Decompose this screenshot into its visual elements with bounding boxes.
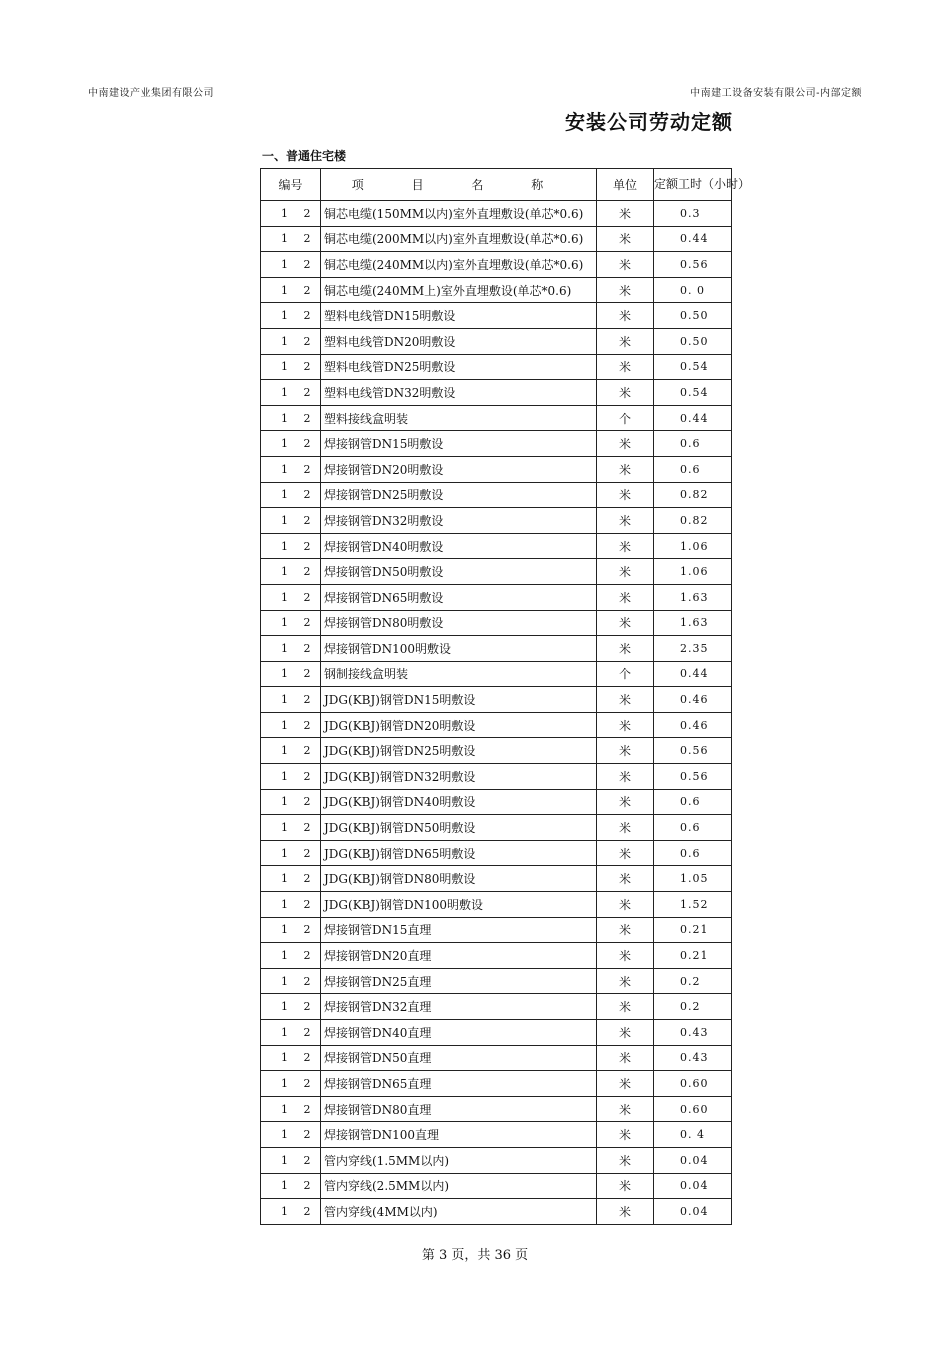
cell-unit: 米: [597, 277, 654, 303]
cell-code: 1 2: [261, 687, 321, 713]
cell-unit: 米: [597, 456, 654, 482]
table-row: [261, 764, 732, 790]
cell-unit: 米: [597, 1071, 654, 1097]
table-row: [261, 1199, 732, 1225]
cell-unit: 米: [597, 328, 654, 354]
cell-name: 焊接钢管DN50直理: [321, 1045, 597, 1071]
cell-unit: 米: [597, 584, 654, 610]
cell-unit: 米: [597, 994, 654, 1020]
cell-name: 焊接钢管DN80直理: [321, 1096, 597, 1122]
cell-code: 1 2: [261, 1096, 321, 1122]
table-row: [261, 994, 732, 1020]
cell-unit: 米: [597, 943, 654, 969]
cell-name: 焊接钢管DN100直理: [321, 1122, 597, 1148]
cell-code: 1 2: [261, 789, 321, 815]
table-row: [261, 559, 732, 585]
cell-name: 管内穿线(1.5MM以内): [321, 1147, 597, 1173]
cell-name: 塑料电线管DN25明敷设: [321, 354, 597, 380]
cell-code: 1 2: [261, 482, 321, 508]
cell-code: 1 2: [261, 764, 321, 790]
cell-code: 1 2: [261, 354, 321, 380]
cell-code: 1 2: [261, 738, 321, 764]
cell-hours: 1.63: [654, 610, 732, 636]
cell-name: 铜芯电缆(200MM以内)室外直埋敷设(单芯*0.6): [321, 226, 597, 252]
cell-hours: 0.43: [654, 1020, 732, 1046]
cell-unit: 米: [597, 1020, 654, 1046]
cell-name: 焊接钢管DN25直理: [321, 968, 597, 994]
table-row: [261, 968, 732, 994]
table-row: [261, 1147, 732, 1173]
cell-hours: 1.63: [654, 584, 732, 610]
cell-name: 铜芯电缆(240MM上)室外直埋敷设(单芯*0.6): [321, 277, 597, 303]
cell-code: 1 2: [261, 661, 321, 687]
cell-code: 1 2: [261, 456, 321, 482]
cell-name: 塑料接线盒明装: [321, 405, 597, 431]
cell-name: 焊接钢管DN15明敷设: [321, 431, 597, 457]
column-header-name: 项 目 名 称: [321, 169, 597, 201]
cell-code: 1 2: [261, 559, 321, 585]
cell-hours: 0.6: [654, 789, 732, 815]
table-row: [261, 738, 732, 764]
cell-name: 焊接钢管DN32明敷设: [321, 508, 597, 534]
cell-name: 铜芯电缆(240MM以内)室外直埋敷设(单芯*0.6): [321, 252, 597, 278]
cell-code: 1 2: [261, 380, 321, 406]
cell-unit: 个: [597, 405, 654, 431]
cell-name: JDG(KBJ)钢管DN25明敷设: [321, 738, 597, 764]
cell-code: 1 2: [261, 610, 321, 636]
cell-name: 塑料电线管DN32明敷设: [321, 380, 597, 406]
table-row: [261, 1173, 732, 1199]
cell-unit: 米: [597, 892, 654, 918]
cell-hours: 2.35: [654, 636, 732, 662]
cell-unit: 米: [597, 252, 654, 278]
cell-name: 焊接钢管DN80明敷设: [321, 610, 597, 636]
cell-code: 1 2: [261, 252, 321, 278]
table-row: [261, 815, 732, 841]
cell-unit: 米: [597, 1096, 654, 1122]
cell-code: 1 2: [261, 968, 321, 994]
cell-code: 1 2: [261, 226, 321, 252]
table-row: [261, 840, 732, 866]
labor-quota-table: [260, 168, 751, 1225]
cell-code: 1 2: [261, 508, 321, 534]
cell-unit: 米: [597, 687, 654, 713]
cell-name: 焊接钢管DN40明敷设: [321, 533, 597, 559]
cell-name: JDG(KBJ)钢管DN20明敷设: [321, 712, 597, 738]
cell-hours: 0.82: [654, 482, 732, 508]
cell-hours: 0.56: [654, 764, 732, 790]
cell-unit: 米: [597, 380, 654, 406]
cell-code: 1 2: [261, 584, 321, 610]
cell-hours: 0.82: [654, 508, 732, 534]
table-row: [261, 610, 732, 636]
cell-hours: 1.52: [654, 892, 732, 918]
cell-name: 焊接钢管DN40直理: [321, 1020, 597, 1046]
table-row: [261, 1045, 732, 1071]
cell-unit: 米: [597, 1147, 654, 1173]
table-row: [261, 892, 732, 918]
table-row: [261, 789, 732, 815]
table-row: [261, 712, 732, 738]
section-heading: 一、普通住宅楼: [262, 149, 347, 163]
cell-code: 1 2: [261, 533, 321, 559]
table-row: [261, 354, 732, 380]
cell-name: JDG(KBJ)钢管DN100明敷设: [321, 892, 597, 918]
table-row: [261, 482, 732, 508]
cell-name: JDG(KBJ)钢管DN40明敷设: [321, 789, 597, 815]
cell-code: 1 2: [261, 943, 321, 969]
table-body: [261, 201, 732, 1225]
table-header-row: [261, 169, 732, 201]
header-left-company: 中南建设产业集团有限公司: [88, 88, 214, 99]
cell-code: 1 2: [261, 277, 321, 303]
cell-hours: 0.54: [654, 354, 732, 380]
cell-hours: 0.46: [654, 712, 732, 738]
cell-name: JDG(KBJ)钢管DN15明敷设: [321, 687, 597, 713]
cell-unit: 米: [597, 1122, 654, 1148]
cell-code: 1 2: [261, 1122, 321, 1148]
cell-hours: 0.6: [654, 456, 732, 482]
table-row: [261, 303, 732, 329]
cell-code: 1 2: [261, 201, 321, 227]
cell-name: 焊接钢管DN65直理: [321, 1071, 597, 1097]
cell-unit: 米: [597, 201, 654, 227]
cell-code: 1 2: [261, 892, 321, 918]
table-row: [261, 1096, 732, 1122]
cell-name: 塑料电线管DN20明敷设: [321, 328, 597, 354]
cell-hours: 0.56: [654, 252, 732, 278]
cell-name: 管内穿线(4MM以内): [321, 1199, 597, 1225]
cell-code: 1 2: [261, 1020, 321, 1046]
cell-name: JDG(KBJ)钢管DN80明敷设: [321, 866, 597, 892]
table-row: [261, 1122, 732, 1148]
cell-unit: 米: [597, 917, 654, 943]
table-row: [261, 405, 732, 431]
table-row: [261, 456, 732, 482]
cell-unit: 米: [597, 636, 654, 662]
cell-hours: 0.56: [654, 738, 732, 764]
cell-code: 1 2: [261, 1173, 321, 1199]
cell-name: JDG(KBJ)钢管DN65明敷设: [321, 840, 597, 866]
cell-hours: 0.04: [654, 1147, 732, 1173]
cell-name: 焊接钢管DN32直理: [321, 994, 597, 1020]
table-row: [261, 328, 732, 354]
table-row: [261, 252, 732, 278]
column-header-hours: 定额工时（小时）: [654, 169, 732, 201]
cell-code: 1 2: [261, 405, 321, 431]
cell-code: 1 2: [261, 1199, 321, 1225]
cell-hours: 0.60: [654, 1071, 732, 1097]
cell-unit: 米: [597, 840, 654, 866]
cell-code: 1 2: [261, 1071, 321, 1097]
cell-unit: 米: [597, 712, 654, 738]
cell-hours: 1.05: [654, 866, 732, 892]
table-row: [261, 226, 732, 252]
cell-hours: 0.44: [654, 226, 732, 252]
cell-name: 焊接钢管DN100明敷设: [321, 636, 597, 662]
table-row: [261, 636, 732, 662]
cell-unit: 米: [597, 968, 654, 994]
cell-name: 铜芯电缆(150MM以内)室外直埋敷设(单芯*0.6): [321, 201, 597, 227]
table-row: [261, 380, 732, 406]
cell-code: 1 2: [261, 1045, 321, 1071]
cell-unit: 米: [597, 354, 654, 380]
cell-name: 管内穿线(2.5MM以内): [321, 1173, 597, 1199]
cell-hours: 0.54: [654, 380, 732, 406]
cell-code: 1 2: [261, 866, 321, 892]
page-title: 安装公司劳动定额: [565, 110, 733, 134]
cell-unit: 米: [597, 1045, 654, 1071]
cell-code: 1 2: [261, 328, 321, 354]
cell-hours: 0.50: [654, 303, 732, 329]
cell-code: 1 2: [261, 636, 321, 662]
header-right-company: 中南建工设备安装有限公司-内部定额: [690, 88, 862, 99]
cell-code: 1 2: [261, 303, 321, 329]
cell-code: 1 2: [261, 712, 321, 738]
cell-unit: 米: [597, 789, 654, 815]
table-row: [261, 584, 732, 610]
cell-hours: 0.2: [654, 968, 732, 994]
cell-hours: 1.06: [654, 559, 732, 585]
cell-unit: 米: [597, 764, 654, 790]
cell-name: 焊接钢管DN65明敷设: [321, 584, 597, 610]
cell-name: 焊接钢管DN25明敷设: [321, 482, 597, 508]
table-row: [261, 277, 732, 303]
cell-unit: 米: [597, 431, 654, 457]
cell-name: JDG(KBJ)钢管DN50明敷设: [321, 815, 597, 841]
table-row: [261, 201, 732, 227]
cell-hours: 0.04: [654, 1173, 732, 1199]
cell-name: 焊接钢管DN50明敷设: [321, 559, 597, 585]
cell-unit: 米: [597, 866, 654, 892]
table-row: [261, 1020, 732, 1046]
cell-name: 焊接钢管DN15直理: [321, 917, 597, 943]
cell-unit: 米: [597, 815, 654, 841]
cell-hours: 0.43: [654, 1045, 732, 1071]
cell-hours: 0.21: [654, 917, 732, 943]
cell-hours: 0.04: [654, 1199, 732, 1225]
page-footer: 第 3 页，共 36 页: [421, 1248, 529, 1263]
cell-unit: 米: [597, 1173, 654, 1199]
table-row: [261, 943, 732, 969]
cell-code: 1 2: [261, 431, 321, 457]
table-row: [261, 1071, 732, 1097]
cell-unit: 米: [597, 559, 654, 585]
cell-unit: 米: [597, 482, 654, 508]
cell-code: 1 2: [261, 917, 321, 943]
cell-hours: 0.50: [654, 328, 732, 354]
cell-unit: 米: [597, 610, 654, 636]
cell-hours: 0.44: [654, 661, 732, 687]
cell-hours: 0. 0: [654, 277, 732, 303]
cell-unit: 米: [597, 508, 654, 534]
table-row: [261, 533, 732, 559]
cell-unit: 米: [597, 226, 654, 252]
cell-hours: 0.2: [654, 994, 732, 1020]
table-row: [261, 508, 732, 534]
column-header-unit: 单位: [597, 169, 654, 201]
table-row: [261, 687, 732, 713]
cell-hours: 0.6: [654, 431, 732, 457]
cell-name: 焊接钢管DN20明敷设: [321, 456, 597, 482]
table-row: [261, 661, 732, 687]
cell-hours: 0.6: [654, 815, 732, 841]
cell-hours: 1.06: [654, 533, 732, 559]
table-row: [261, 431, 732, 457]
cell-name: 塑料电线管DN15明敷设: [321, 303, 597, 329]
cell-unit: 米: [597, 738, 654, 764]
cell-hours: 0.46: [654, 687, 732, 713]
column-header-code: 编号: [261, 169, 321, 201]
cell-code: 1 2: [261, 994, 321, 1020]
cell-hours: 0.3: [654, 201, 732, 227]
cell-name: JDG(KBJ)钢管DN32明敷设: [321, 764, 597, 790]
cell-hours: 0.44: [654, 405, 732, 431]
cell-unit: 米: [597, 1199, 654, 1225]
table-row: [261, 866, 732, 892]
cell-unit: 个: [597, 661, 654, 687]
cell-hours: 0. 4: [654, 1122, 732, 1148]
cell-hours: 0.60: [654, 1096, 732, 1122]
cell-unit: 米: [597, 303, 654, 329]
table-row: [261, 917, 732, 943]
cell-unit: 米: [597, 533, 654, 559]
cell-code: 1 2: [261, 1147, 321, 1173]
cell-hours: 0.21: [654, 943, 732, 969]
cell-hours: 0.6: [654, 840, 732, 866]
cell-name: 焊接钢管DN20直理: [321, 943, 597, 969]
cell-name: 钢制接线盒明装: [321, 661, 597, 687]
cell-code: 1 2: [261, 840, 321, 866]
cell-code: 1 2: [261, 815, 321, 841]
